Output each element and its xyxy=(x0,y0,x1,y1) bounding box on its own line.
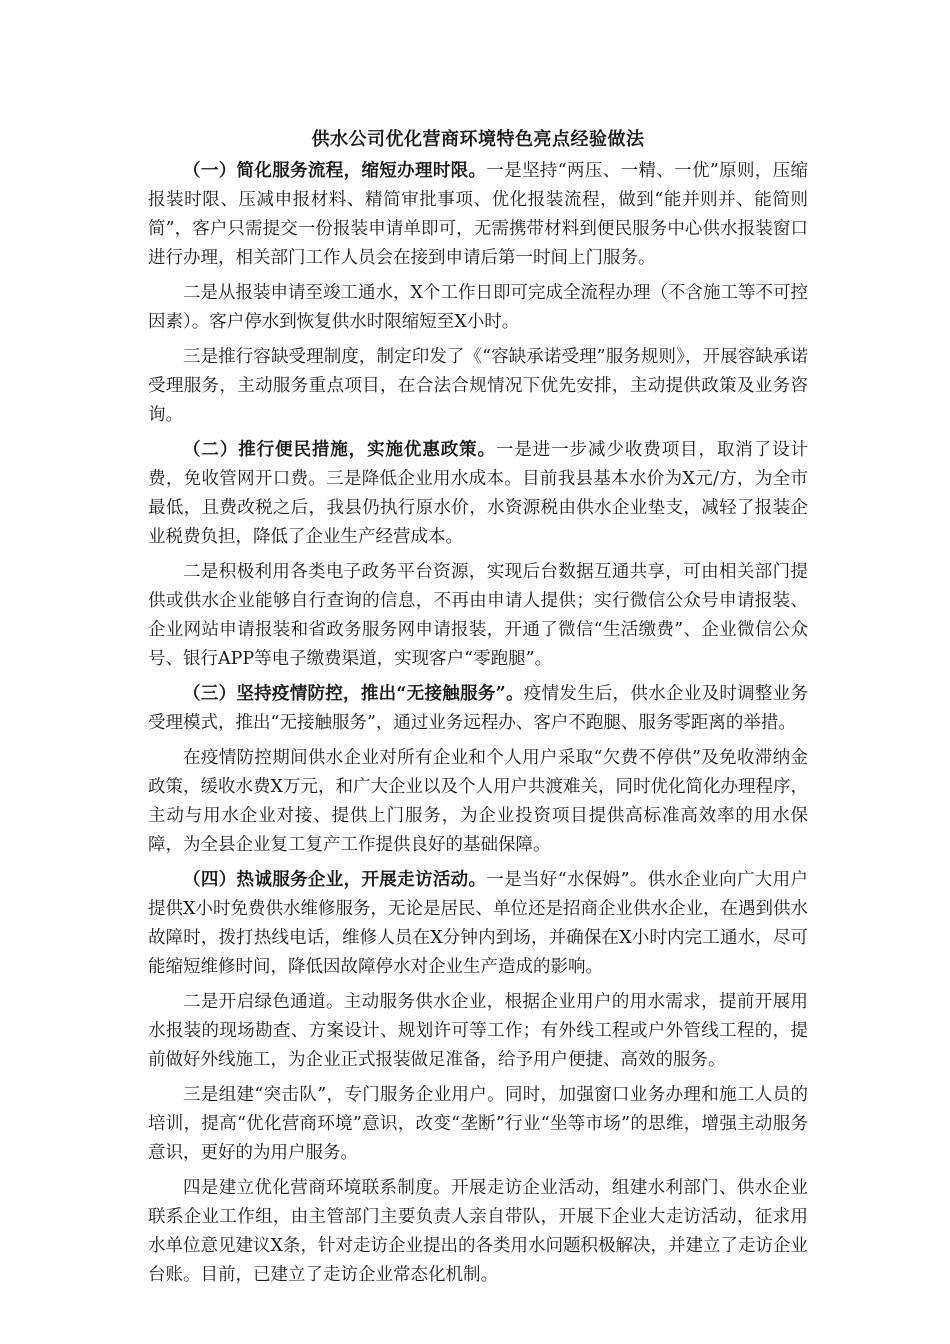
paragraph-3 xyxy=(148,343,808,430)
paragraph-text: 二是开启绿色通道。主动服务供水企业，根据企业用户的用水需求，提前开展用水报装的现场勘查、方案设计、规划许可等工作；有外线工程或户外管线工程的，提前做好外线施工，为企业正式报装做足准备，给予用户便捷、高效的服务。 xyxy=(148,992,808,1070)
paragraph-5 xyxy=(148,558,808,674)
paragraph-6 xyxy=(148,680,808,738)
paragraph-text: 在疫情防控期间供水企业对所有企业和个人用户采取“欠费不停供”及免收滞纳金政策，缓收水费X万元，和广大企业以及个人用户共渡难关，同时优化简化办理程序，主动与用水企业对接、提供上门服务，为企业投资项目提供高标准高效率的用水保障，为全县企业复工复产工作提供良好的基础保障。 xyxy=(148,748,808,855)
paragraph-text: 二是从报装申请至竣工通水，X个工作日即可完成全流程办理（不含施工等不可控因素）。客户停水到恢复供水时限缩短至X小时。 xyxy=(148,283,808,332)
section-heading-4: （四）热诚服务企业，开展走访活动。 xyxy=(183,870,487,890)
paragraph-text: 三是组建“突击队”，专门服务企业用户。同时，加强窗口业务办理和施工人员的培训，提高“优化营商环境”意识，改变“垄断”行业“坐等市场”的思维，增强主动服务意识，更好的为用户服务。 xyxy=(148,1085,808,1163)
paragraph-10 xyxy=(148,1081,808,1168)
paragraph-text: 一是进一步减少收费项目，取消了设计费，免收管网开口费。三是降低企业用水成本。目前我县基本水价为X元/方，为全市最低，且费改税之后，我县仍执行原水价，水资源税由供水企业垫支，减轻了报装企业税费负担，降低了企业生产经营成本。 xyxy=(148,440,809,547)
paragraph-text: 二是积极利用各类电子政务平台资源，实现后台数据互通共享，可由相关部门提供或供水企业能够自行查询的信息，不再由申请人提供；实行微信公众号申请报装、企业网站申请报装和省政务服务网申请报装，开通了微信“生活缴费”、企业微信公众号、银行APP等电子缴费渠道，实现客户“零跑腿”。 xyxy=(148,562,808,669)
paragraph-text: 一是坚持“两压、一精、一优”原则，压缩报装时限、压减申报材料、精简审批事项、优化报装流程，做到“能并则并、能简则简”，客户只需提交一份报装申请单即可，无需携带材料到便民服务中心供水报装窗口进行办理，相关部门工作人员会在接到申请后第一时间上门服务。 xyxy=(148,161,808,268)
document-page xyxy=(148,125,808,1296)
section-heading-2: （二）推行便民措施，实施优惠政策。 xyxy=(183,440,496,460)
paragraph-7 xyxy=(148,744,808,860)
paragraph-4 xyxy=(148,436,808,552)
paragraph-text: 三是推行容缺受理制度，制定印发了《“容缺承诺受理”服务规则》，开展容缺承诺受理服务，主动服务重点项目，在合法合规情况下优先安排，主动提供政策及业务咨询。 xyxy=(148,347,808,425)
section-heading-3: （三）坚持疫情防控，推出“无接触服务”。 xyxy=(183,684,524,704)
paragraph-2 xyxy=(148,279,808,337)
paragraph-9 xyxy=(148,988,808,1075)
paragraph-text: 一是当好“水保姆”。供水企业向广大用户提供X小时免费供水维修服务，无论是居民、单位还是招商企业供水企业，在遇到供水故障时，拨打热线电话，维修人员在X分钟内到场，并确保在X小时内完工通水，尽可能缩短维修时间，降低因故障停水对企业生产造成的影响。 xyxy=(148,870,808,977)
paragraph-8 xyxy=(148,866,808,982)
paragraph-11 xyxy=(148,1174,808,1290)
paragraph-text: 四是建立优化营商环境联系制度。开展走访企业活动，组建水利部门、供水企业联系企业工作组，由主管部门主要负责人亲自带队，开展下企业大走访活动，征求用水单位意见建议X条，针对走访企业提出的各类用水问题积极解决，并建立了走访企业台账。目前，已建立了走访企业常态化机制。 xyxy=(148,1178,808,1285)
paragraph-1 xyxy=(148,157,808,273)
section-heading-1: （一）简化服务流程，缩短办理时限。 xyxy=(183,161,487,181)
paragraph-text: 疫情发生后，供水企业及时调整业务受理模式，推出“无接触服务”，通过业务远程办、客户不跑腿、服务零距离的举措。 xyxy=(148,684,808,733)
document-title: 供水公司优化营商环境特色亮点经验做法 xyxy=(311,129,645,150)
